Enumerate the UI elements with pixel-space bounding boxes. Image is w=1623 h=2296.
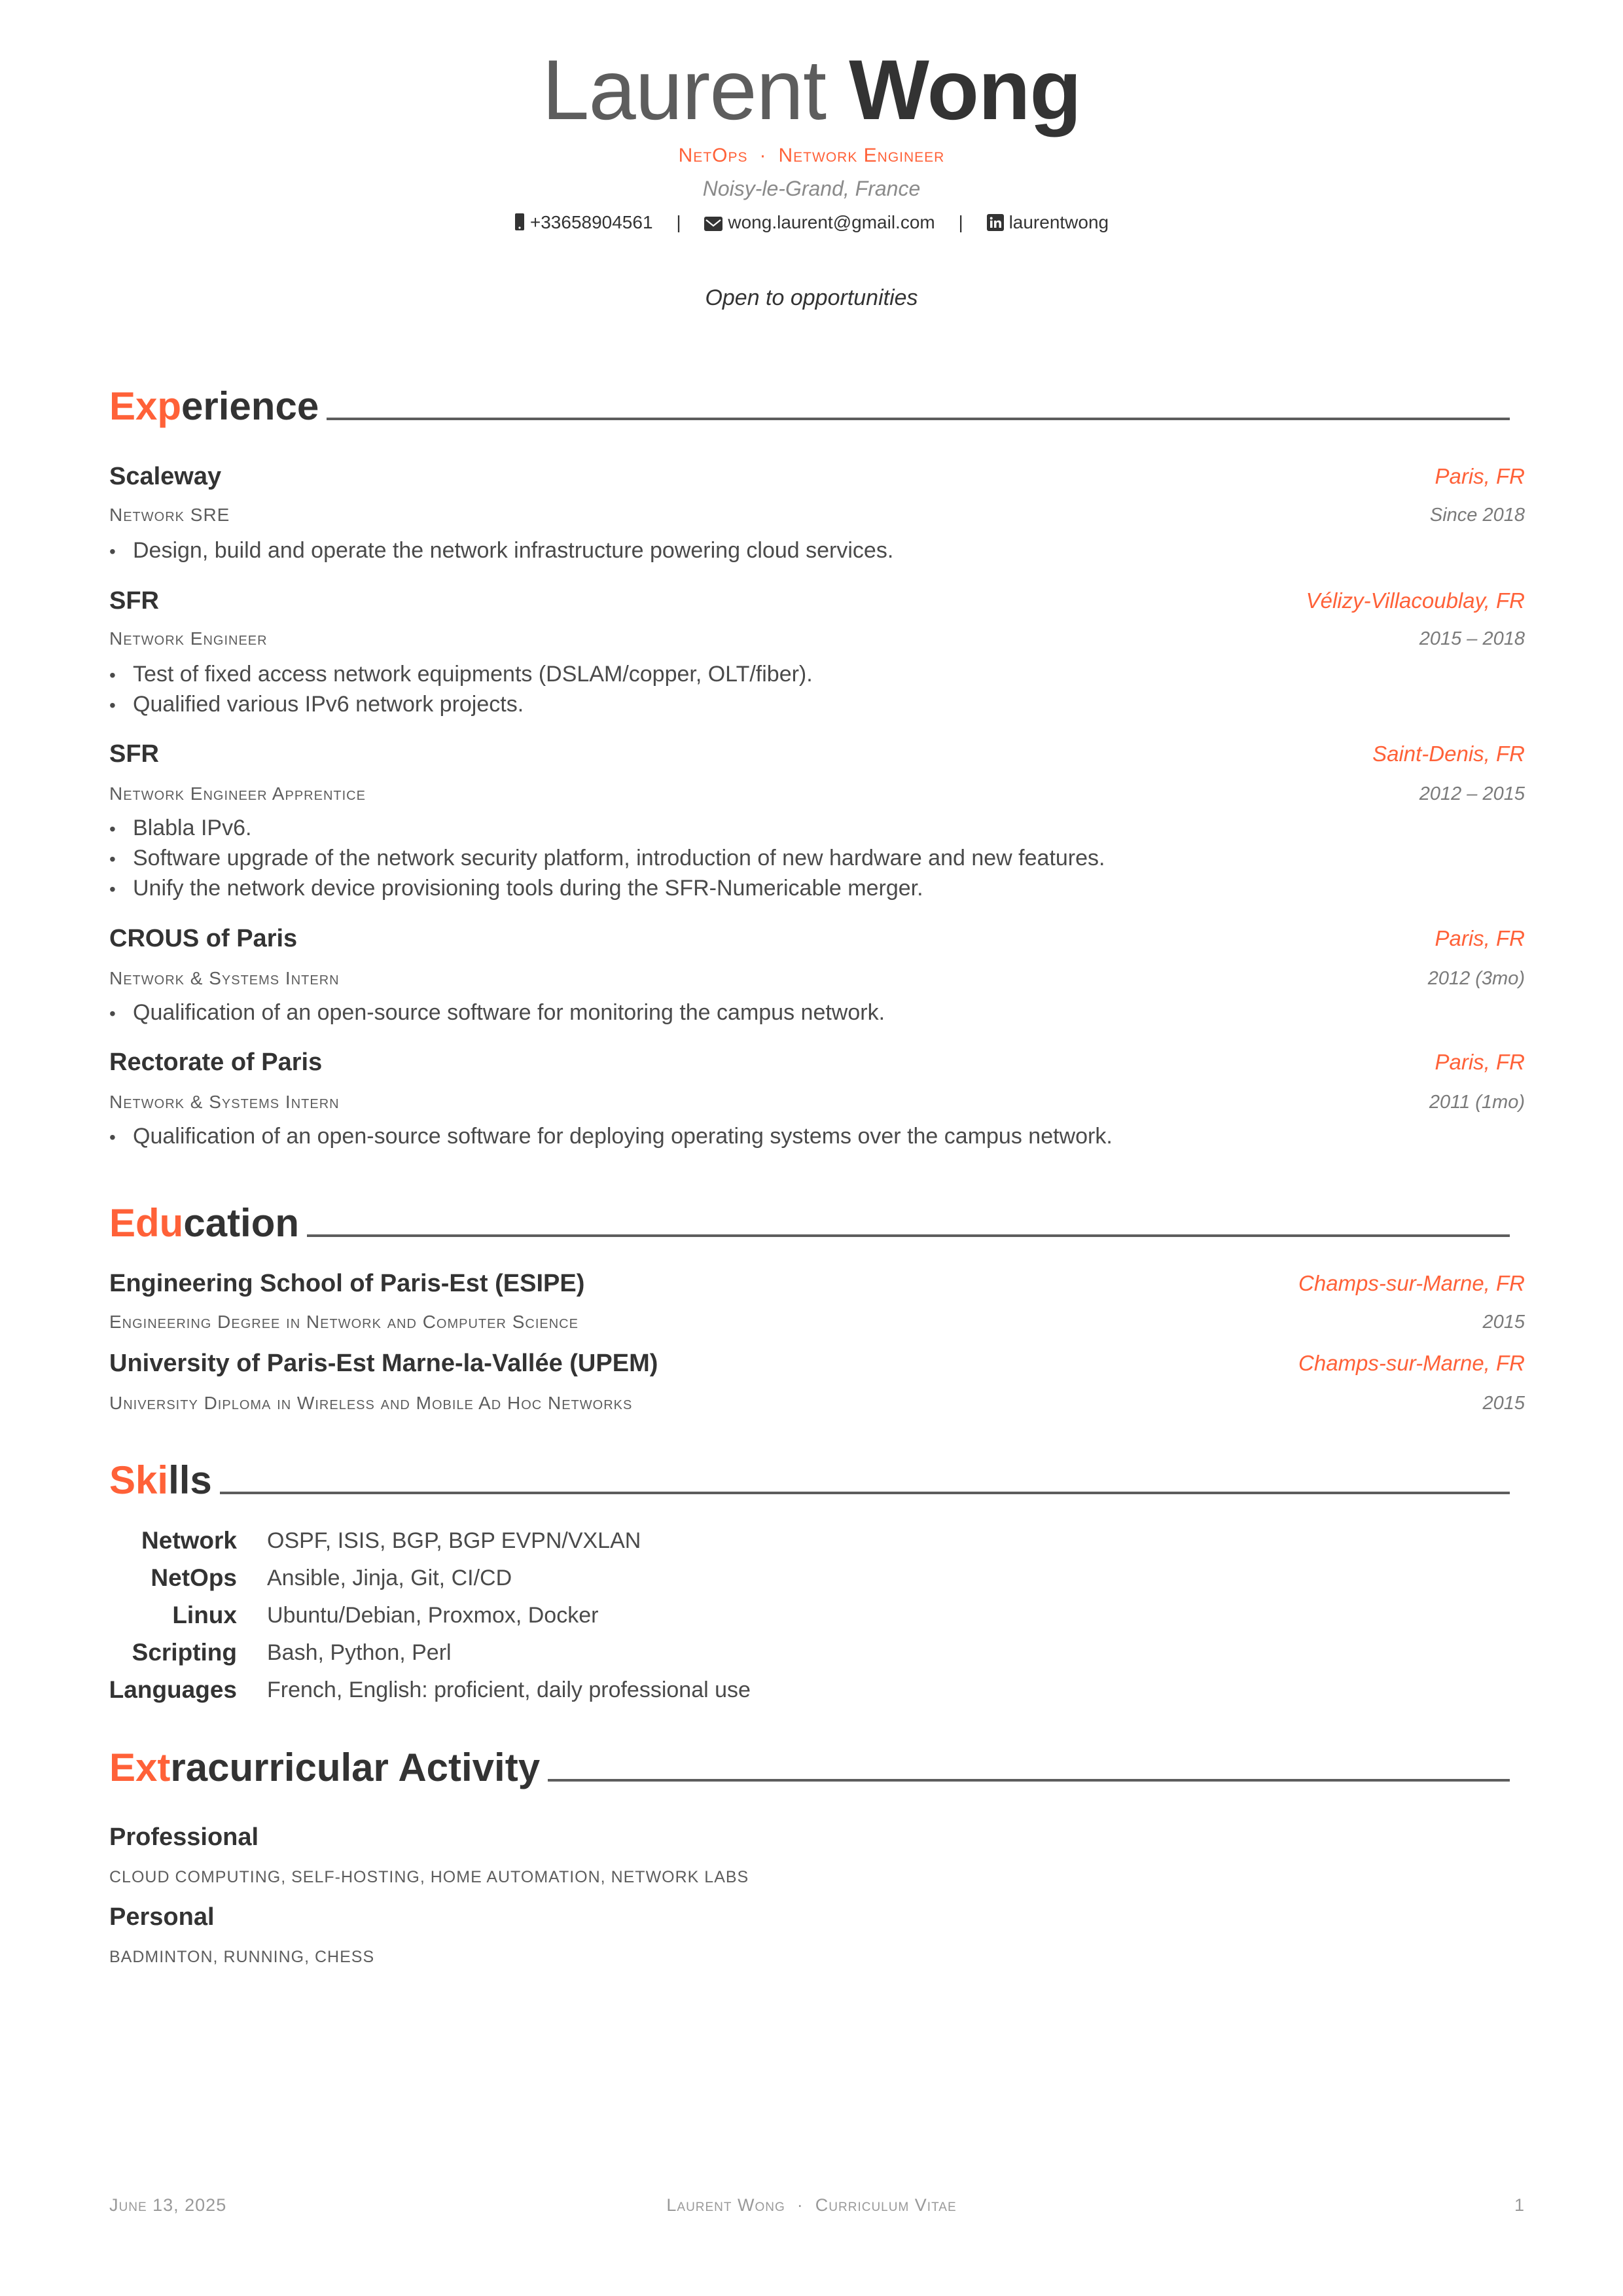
header-position [0, 143, 1623, 169]
bullet-text: Unify the network device provisioning tools during the SFR-Numericable merger. [133, 876, 923, 901]
entry-bullet [109, 813, 251, 844]
section-rule [220, 1492, 1510, 1494]
section-title-education [109, 1200, 1510, 1246]
mobile-phone-icon [514, 212, 525, 238]
entry-location: Paris, FR [1435, 464, 1525, 488]
entry-date: 2011 (1mo) [1429, 1092, 1525, 1113]
footer-date: June 13, 2025 [109, 2195, 227, 2215]
education-school: Engineering School of Paris-Est (ESIPE) [109, 1270, 585, 1297]
entry-location: Paris, FR [1435, 926, 1525, 950]
section-title-highlight: Edu [109, 1201, 184, 1245]
entry-position: Network Engineer [109, 628, 268, 649]
phone-number: +33658904561 [529, 212, 653, 232]
education-date: 2015 [1482, 1312, 1525, 1333]
entry-bullet [109, 689, 524, 721]
entry-organization: Scaleway [109, 463, 222, 490]
last-name: Wong [849, 42, 1081, 137]
section-rule [327, 418, 1510, 420]
bullet-icon: • [109, 695, 116, 715]
contact-email[interactable] [704, 212, 940, 232]
position-engineer: Network Engineer [778, 145, 945, 166]
first-name: Laurent [542, 42, 827, 137]
entry-position: Network & Systems Intern [109, 1092, 340, 1112]
education-degree: University Diploma in Wireless and Mobile Ad Hoc Networks [109, 1393, 633, 1413]
skill-label: Linux [172, 1602, 237, 1628]
skill-value: OSPF, ISIS, BGP, BGP EVPN/VXLAN [267, 1528, 641, 1553]
contact-separator: | [958, 212, 963, 232]
section-title-extracurricular [109, 1745, 1510, 1791]
bullet-icon: • [109, 819, 116, 839]
education-school: University of Paris-Est Marne-la-Vallée (UPEM) [109, 1350, 658, 1377]
footer-doc-type: Curriculum Vitae [815, 2195, 957, 2215]
section-title-rest: lls [168, 1458, 212, 1502]
contact-linkedin[interactable] [987, 212, 1109, 232]
section-title-experience [109, 384, 1510, 429]
entry-position: Network SRE [109, 505, 230, 525]
footer-separator: · [796, 2195, 804, 2215]
education-degree: Engineering Degree in Network and Computer Science [109, 1312, 579, 1332]
footer-title [0, 2193, 1623, 2217]
bullet-icon: • [109, 879, 116, 899]
entry-date: 2012 (3mo) [1427, 968, 1525, 989]
skill-label: Network [141, 1527, 237, 1554]
skill-label: Scripting [132, 1639, 237, 1666]
email-address: wong.laurent@gmail.com [728, 212, 935, 232]
education-location: Champs-sur-Marne, FR [1298, 1351, 1525, 1375]
section-title-highlight: Exp [109, 384, 182, 428]
bullet-icon: • [109, 849, 116, 869]
header-address: Noisy-le-Grand, France [702, 177, 921, 200]
bullet-text: Qualification of an open-source software for deploying operating systems over the campus network. [133, 1124, 1113, 1149]
entry-bullet [109, 843, 1105, 874]
footer-name: Laurent Wong [666, 2195, 785, 2215]
contact-phone[interactable] [514, 212, 658, 232]
entry-position: Network & Systems Intern [109, 968, 340, 988]
bullet-icon: • [109, 541, 116, 562]
bullet-icon: • [109, 1127, 116, 1147]
entry-bullet [109, 659, 813, 691]
bullet-icon: • [109, 1003, 116, 1024]
extracurricular-title: Personal [109, 1903, 215, 1931]
education-location: Champs-sur-Marne, FR [1298, 1271, 1525, 1295]
entry-location: Vélizy-Villacoublay, FR [1306, 588, 1525, 613]
position-separator: · [759, 145, 767, 166]
bullet-text: Qualification of an open-source software for monitoring the campus network. [133, 1000, 885, 1025]
entry-date: 2015 – 2018 [1419, 628, 1525, 649]
entry-location: Paris, FR [1435, 1050, 1525, 1074]
linkedin-icon [987, 212, 1004, 238]
bullet-text: Qualified various IPv6 network projects. [133, 692, 524, 717]
header-name [0, 41, 1623, 139]
bullet-text: Design, build and operate the network infrastructure powering cloud services. [133, 538, 894, 563]
bullet-text: Test of fixed access network equipments (DSLAM/copper, OLT/fiber). [133, 662, 813, 687]
skill-label: NetOps [151, 1564, 237, 1591]
position-netops: NetOps [678, 145, 748, 166]
entry-bullet [109, 535, 893, 567]
section-rule [307, 1234, 1510, 1237]
entry-bullet [109, 997, 885, 1029]
bullet-icon: • [109, 665, 116, 685]
header-quote: Open to opportunities [705, 285, 918, 310]
header-contacts [0, 209, 1623, 238]
entry-organization: Rectorate of Paris [109, 1049, 323, 1076]
extracurricular-description: BADMINTON, RUNNING, CHESS [109, 1948, 375, 1966]
extracurricular-description: CLOUD COMPUTING, SELF-HOSTING, HOME AUTOMATION, NETWORK LABS [109, 1868, 749, 1886]
entry-position: Network Engineer Apprentice [109, 783, 366, 804]
education-date: 2015 [1482, 1393, 1525, 1414]
entry-organization: SFR [109, 587, 159, 615]
contact-separator: | [676, 212, 681, 232]
bullet-text: Software upgrade of the network security platform, introduction of new hardware and new features. [133, 846, 1105, 870]
entry-date: Since 2018 [1429, 505, 1525, 526]
entry-organization: CROUS of Paris [109, 925, 298, 952]
section-rule [548, 1779, 1510, 1782]
envelope-icon [704, 212, 722, 238]
entry-bullet [109, 873, 923, 905]
extracurricular-title: Professional [109, 1823, 259, 1851]
bullet-text: Blabla IPv6. [133, 816, 252, 840]
linkedin-handle: laurentwong [1008, 212, 1109, 232]
entry-bullet [109, 1121, 1113, 1153]
section-title-rest: cation [183, 1201, 300, 1245]
section-title-skills [109, 1458, 1510, 1503]
skill-value: Ansible, Jinja, Git, CI/CD [267, 1566, 512, 1590]
skill-value: French, English: proficient, daily professional use [267, 1677, 751, 1702]
skill-label: Languages [109, 1676, 237, 1703]
entry-location: Saint-Denis, FR [1372, 742, 1525, 766]
footer-page-number: 1 [1514, 2195, 1525, 2215]
section-title-highlight: Ext [109, 1746, 171, 1789]
skill-value: Bash, Python, Perl [267, 1640, 452, 1665]
section-title-highlight: Ski [109, 1458, 169, 1502]
section-title-rest: racurricular Activity [170, 1746, 541, 1789]
entry-date: 2012 – 2015 [1419, 783, 1525, 804]
entry-organization: SFR [109, 740, 159, 768]
section-title-rest: erience [181, 384, 319, 428]
skill-value: Ubuntu/Debian, Proxmox, Docker [267, 1603, 599, 1628]
